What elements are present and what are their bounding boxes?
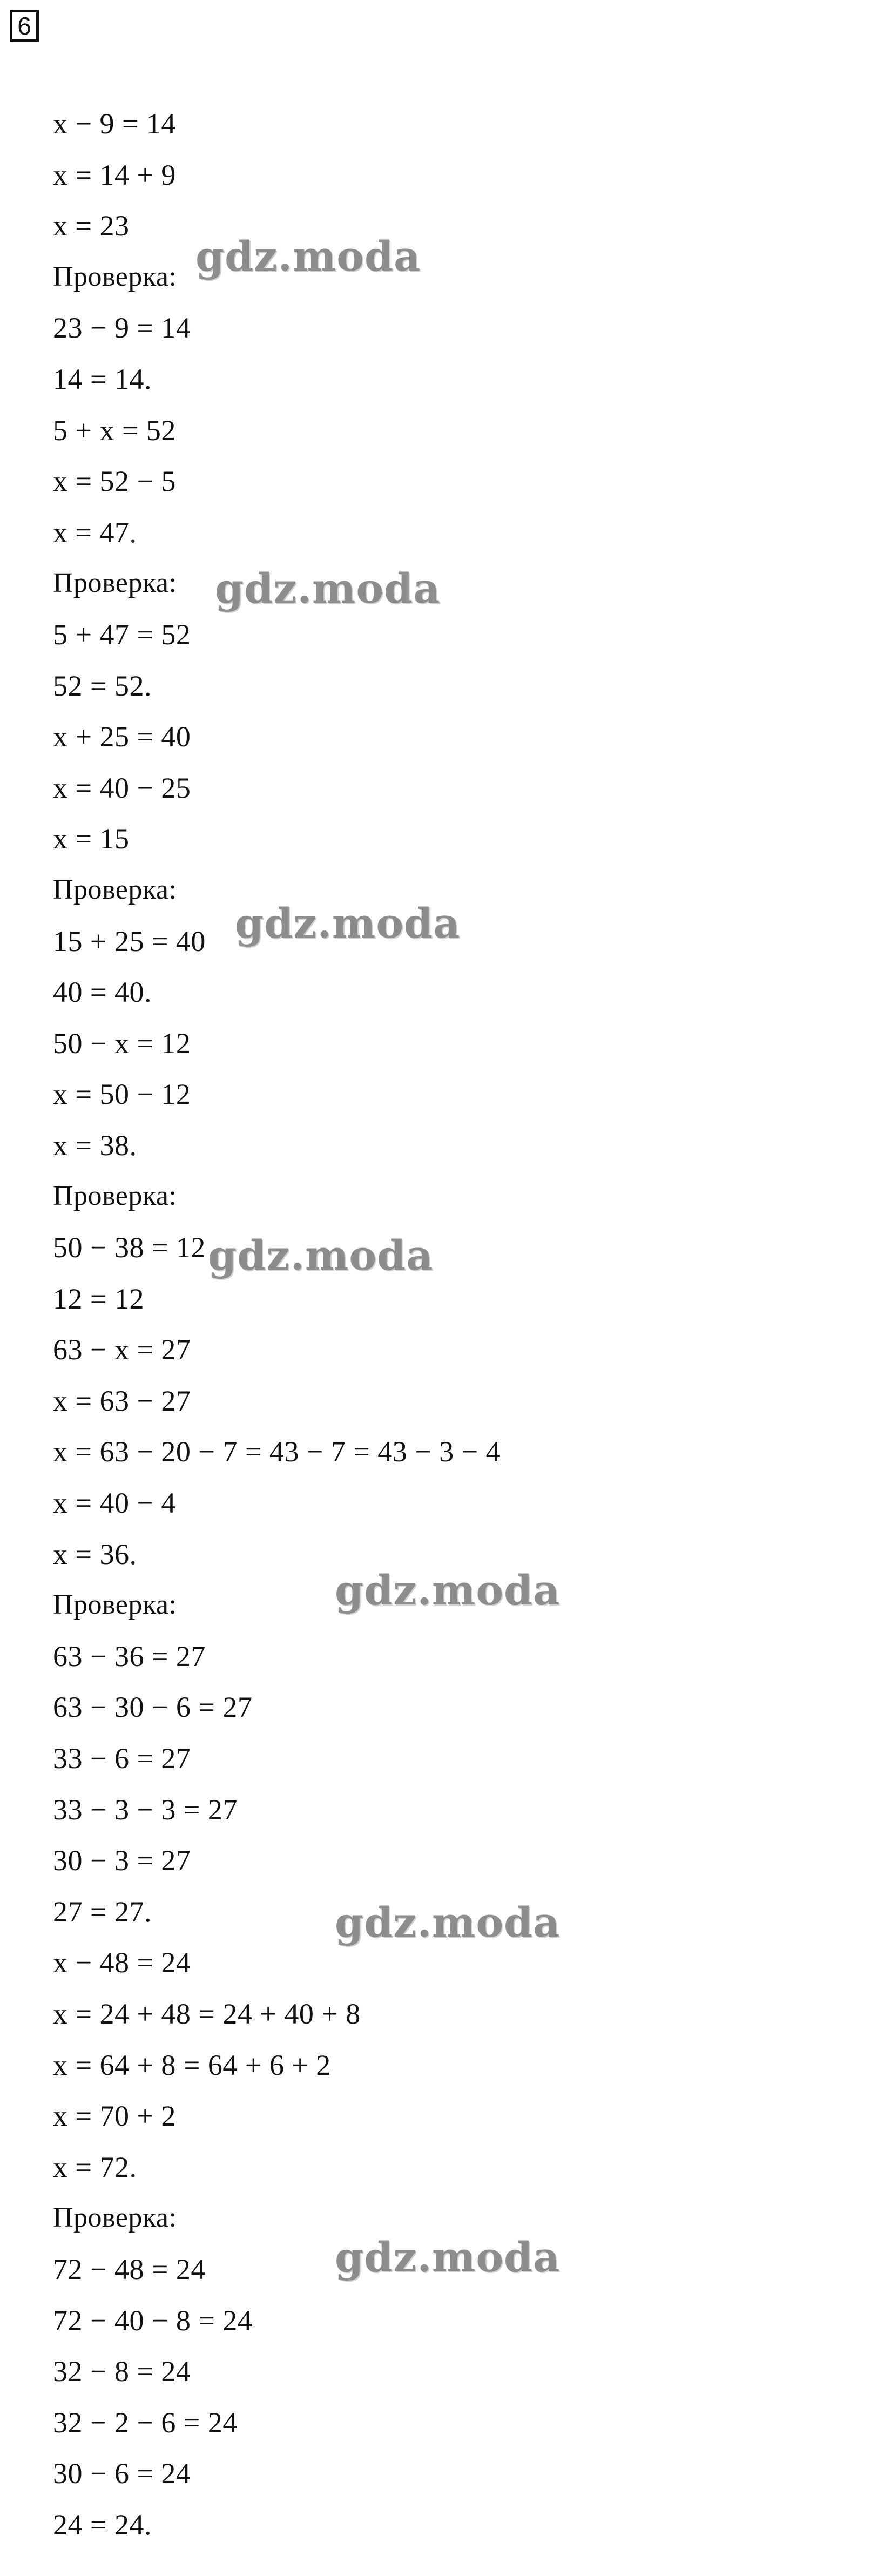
equation-line: x = 70 + 2 [53, 2100, 176, 2133]
equation-line: x = 50 − 12 [53, 1078, 191, 1111]
equation-line: 30 − 6 = 24 [53, 2457, 191, 2490]
check-label: Проверка: [53, 1589, 177, 1621]
equation-line: x = 15 [53, 822, 130, 855]
check-label: Проверка: [53, 261, 177, 292]
watermark: gdz.moda [215, 564, 441, 612]
equation-line: x = 63 − 27 [53, 1384, 191, 1417]
equation-line: 40 = 40. [53, 976, 152, 1009]
watermark: gdz.moda [335, 1898, 561, 1946]
equation-line: 33 − 6 = 27 [53, 1742, 191, 1775]
equation-line: 32 − 2 − 6 = 24 [53, 2406, 238, 2439]
equation-line: x = 52 − 5 [53, 465, 176, 498]
equation-line: x = 38. [53, 1129, 137, 1162]
equation-line: 30 − 3 = 27 [53, 1844, 191, 1877]
equation-line: 50 − x = 12 [53, 1027, 191, 1060]
equation-line: 72 − 40 − 8 = 24 [53, 2304, 253, 2337]
equation-line: 63 − 36 = 27 [53, 1640, 206, 1673]
equation-line: 15 + 25 = 40 [53, 925, 206, 957]
equation-line: x = 47. [53, 516, 137, 549]
equation-line: 32 − 8 = 24 [53, 2355, 191, 2388]
equation-line: 63 − 30 − 6 = 27 [53, 1691, 253, 1724]
equation-line: x = 36. [53, 1537, 137, 1570]
equation-line: x = 14 + 9 [53, 158, 176, 191]
equation-line: x − 48 = 24 [53, 1946, 191, 1979]
watermark: gdz.moda [208, 1231, 434, 1279]
equation-line: 33 − 3 − 3 = 27 [53, 1793, 238, 1826]
equation-line: 72 − 48 = 24 [53, 2253, 206, 2285]
equation-line: x = 24 + 48 = 24 + 40 + 8 [53, 1997, 361, 2030]
equation-line: x = 40 − 25 [53, 771, 191, 804]
check-label: Проверка: [53, 568, 177, 599]
equation-line: x = 63 − 20 − 7 = 43 − 7 = 43 − 3 − 4 [53, 1435, 501, 1468]
equation-line: x = 72. [53, 2150, 137, 2183]
equation-line: 27 = 27. [53, 1895, 152, 1928]
watermark: gdz.moda [335, 1566, 561, 1614]
check-label: Проверка: [53, 874, 177, 905]
equation-line: 14 = 14. [53, 362, 152, 395]
watermark: gdz.moda [335, 2233, 561, 2281]
check-label: Проверка: [53, 1181, 177, 1212]
equation-line: 50 − 38 = 12 [53, 1231, 206, 1264]
watermark: gdz.moda [195, 232, 421, 280]
equation-line: x − 9 = 14 [53, 107, 176, 140]
equation-line: x = 64 + 8 = 64 + 6 + 2 [53, 2048, 331, 2081]
equation-line: 23 − 9 = 14 [53, 312, 191, 345]
equation-line: x = 40 − 4 [53, 1487, 176, 1520]
equation-line: 12 = 12 [53, 1282, 144, 1315]
equation-line: 24 = 24. [53, 2508, 152, 2541]
equation-line: x + 25 = 40 [53, 720, 191, 753]
task-number-badge: 6 [10, 10, 39, 42]
equation-line: 5 + x = 52 [53, 414, 176, 447]
equation-line: x = 23 [53, 210, 130, 242]
watermark: gdz.moda [235, 899, 461, 947]
check-label: Проверка: [53, 2202, 177, 2234]
equation-line: 5 + 47 = 52 [53, 618, 191, 651]
solution-lines [53, 98, 501, 2551]
equation-line: 52 = 52. [53, 669, 152, 702]
equation-line: 63 − x = 27 [53, 1333, 191, 1366]
